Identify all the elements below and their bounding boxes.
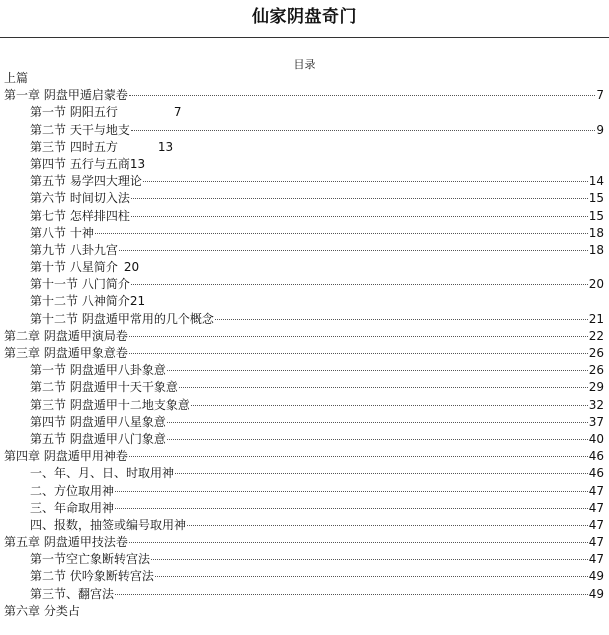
toc-entry-page: 47: [588, 483, 604, 498]
toc-entry[interactable]: [4, 517, 604, 534]
dot-leader: [179, 387, 588, 388]
dot-leader: [131, 284, 588, 285]
toc-entries: [4, 87, 604, 620]
toc-entry-title: 第三节 阴盘遁甲十二地支象意: [30, 397, 190, 412]
toc-entry-title: 第五节 阴盘遁甲八门象意: [30, 431, 166, 446]
toc-entry-page: 49: [588, 586, 604, 601]
toc-entry[interactable]: [4, 328, 604, 345]
toc-entry-title: 第十一节 八门简介: [30, 277, 130, 292]
toc-entry[interactable]: [4, 500, 604, 517]
toc-entry[interactable]: [4, 379, 604, 396]
toc-entry[interactable]: [4, 362, 604, 379]
toc-entry-page: 47: [588, 517, 604, 532]
toc-entry-title: 第五节 易学四大理论: [30, 174, 142, 189]
toc-entry[interactable]: [4, 225, 604, 242]
dot-leader: [129, 456, 588, 457]
toc-entry-title: 第六节 时间切入法: [30, 191, 130, 206]
toc-entry[interactable]: [4, 414, 604, 431]
toc-entry-title: 第二节 阴盘遁甲十天干象意: [30, 380, 178, 395]
dot-leader: [115, 594, 588, 595]
toc-entry-title: 第四章 阴盘遁甲用神卷: [4, 449, 128, 464]
toc-entry-title: 四、报数，抽签或编号取用神: [30, 517, 187, 532]
toc-entry-page: 26: [588, 346, 604, 360]
toc-entry-page: 9: [596, 122, 604, 137]
toc-entry-page: 13: [157, 139, 174, 154]
toc-entry-title: 第一节空亡象断转宫法: [30, 552, 151, 567]
dot-leader: [215, 319, 588, 320]
dot-leader: [175, 473, 588, 474]
toc-entry-page: 40: [588, 431, 604, 446]
dot-leader: [187, 525, 588, 526]
toc-heading: 目录: [293, 58, 316, 71]
toc-entry[interactable]: [4, 483, 604, 500]
toc-entry[interactable]: [4, 448, 604, 465]
dot-leader: [129, 353, 588, 354]
document-title: 仙家阴盘奇门: [252, 7, 357, 27]
toc-entry-title: 三、年命取用神: [30, 500, 115, 515]
dot-leader: [167, 370, 588, 371]
toc-entry-title: 第三节、翻宫法: [30, 586, 115, 601]
toc-entry[interactable]: [4, 397, 604, 414]
toc-entry-page: 32: [588, 397, 604, 412]
toc-entry-page: 21: [129, 294, 146, 309]
toc-entry-title: 第二节 伏吟象断转宫法: [30, 569, 154, 584]
toc-entry[interactable]: [4, 104, 604, 121]
dot-leader: [155, 576, 588, 577]
dot-leader: [115, 491, 588, 492]
toc-entry-title: 第二章 阴盘遁甲演局卷: [4, 328, 128, 343]
toc-entry[interactable]: [4, 534, 604, 551]
toc-entry-page: 47: [588, 535, 604, 550]
toc-entry-page: 47: [588, 500, 604, 515]
dot-leader: [129, 542, 588, 543]
toc-entry[interactable]: [4, 156, 604, 173]
toc-entry-title: 第四节 阴盘遁甲八星象意: [30, 414, 166, 429]
toc-entry[interactable]: [4, 173, 604, 190]
toc-entry[interactable]: [4, 276, 604, 293]
toc-entry-title: 第二节 天干与地支: [30, 122, 130, 137]
toc-entry[interactable]: [4, 139, 604, 156]
dot-leader: [129, 336, 588, 337]
dot-leader: [167, 422, 588, 423]
dot-leader: [115, 508, 588, 509]
toc-entry[interactable]: [4, 208, 604, 225]
toc-entry-title: 二、方位取用神: [30, 483, 115, 498]
toc-entry-page: 15: [588, 208, 604, 223]
toc-entry-title: 第三章 阴盘遁甲象意卷: [4, 346, 128, 360]
toc-entry-page: 37: [588, 414, 604, 429]
toc-entry-page: 18: [588, 242, 604, 257]
toc-entry-title: 第十节 八星简介: [30, 260, 118, 275]
toc-entry-page: 29: [588, 380, 604, 395]
toc-entry-page: 18: [588, 225, 604, 240]
toc-entry[interactable]: [4, 122, 604, 139]
toc-entry[interactable]: [4, 293, 604, 310]
dot-leader: [191, 405, 588, 406]
dot-leader: [119, 250, 588, 251]
toc-entry[interactable]: [4, 551, 604, 568]
dot-leader: [143, 181, 588, 182]
toc-entry[interactable]: [4, 190, 604, 207]
dot-leader: [131, 130, 596, 131]
part-label: 上篇: [4, 71, 29, 85]
toc-entry-title: 第十二节 阴盘遁甲常用的几个概念: [30, 311, 214, 326]
toc-entry-page: 7: [596, 88, 604, 103]
toc-entry[interactable]: [4, 87, 604, 104]
toc-entry-title: 第八节 十神: [30, 225, 94, 240]
toc-entry-title: 第七节 怎样排四柱: [30, 208, 130, 223]
toc-entry-page: 13: [129, 156, 146, 171]
toc-entry-page: 49: [588, 569, 604, 584]
toc-entry-title: 第四节 五行与五商: [30, 156, 130, 171]
toc-entry-page: 20: [588, 277, 604, 292]
toc-entry-title: 第五章 阴盘遁甲技法卷: [4, 535, 128, 550]
toc-entry[interactable]: [4, 345, 604, 362]
table-of-contents: [4, 70, 604, 620]
toc-entry[interactable]: [4, 431, 604, 448]
toc-entry-page: 22: [588, 328, 604, 343]
toc-entry[interactable]: [4, 603, 604, 620]
dot-leader: [151, 559, 588, 560]
toc-entry-title: 第一节 阴盘遁甲八卦象意: [30, 363, 166, 378]
toc-entry-title: 一、年、月、日、时取用神: [30, 466, 175, 481]
toc-entry-page: 46: [588, 449, 604, 464]
toc-entry[interactable]: [4, 311, 604, 328]
toc-entry-page: 15: [588, 191, 604, 206]
toc-entry-page: 26: [588, 363, 604, 378]
dot-leader: [95, 233, 588, 234]
dot-leader: [131, 216, 588, 217]
toc-entry[interactable]: [4, 465, 604, 482]
toc-entry-title: 第三节 四时五方: [30, 139, 118, 154]
toc-entry[interactable]: [4, 242, 604, 259]
toc-entry-page: 7: [173, 105, 182, 120]
toc-entry-page: 20: [123, 260, 140, 275]
toc-entry-page: 14: [588, 174, 604, 189]
toc-entry-title: 第十二节 八神简介: [30, 294, 130, 309]
toc-entry[interactable]: [4, 259, 604, 276]
dot-leader: [167, 439, 588, 440]
toc-entry[interactable]: [4, 586, 604, 603]
dot-leader: [131, 198, 588, 199]
toc-entry[interactable]: [4, 568, 604, 585]
toc-entry-title: 第一章 阴盘甲遁启蒙卷: [4, 88, 128, 103]
toc-entry-title: 第九节 八卦九宫: [30, 242, 118, 257]
toc-entry-page: 47: [588, 552, 604, 567]
toc-entry-title: 第六章 分类占: [4, 603, 80, 618]
toc-entry-page: 46: [588, 466, 604, 481]
dot-leader: [129, 95, 596, 96]
toc-entry-title: 第一节 阴阳五行: [30, 105, 118, 120]
toc-entry-page: 21: [588, 311, 604, 326]
